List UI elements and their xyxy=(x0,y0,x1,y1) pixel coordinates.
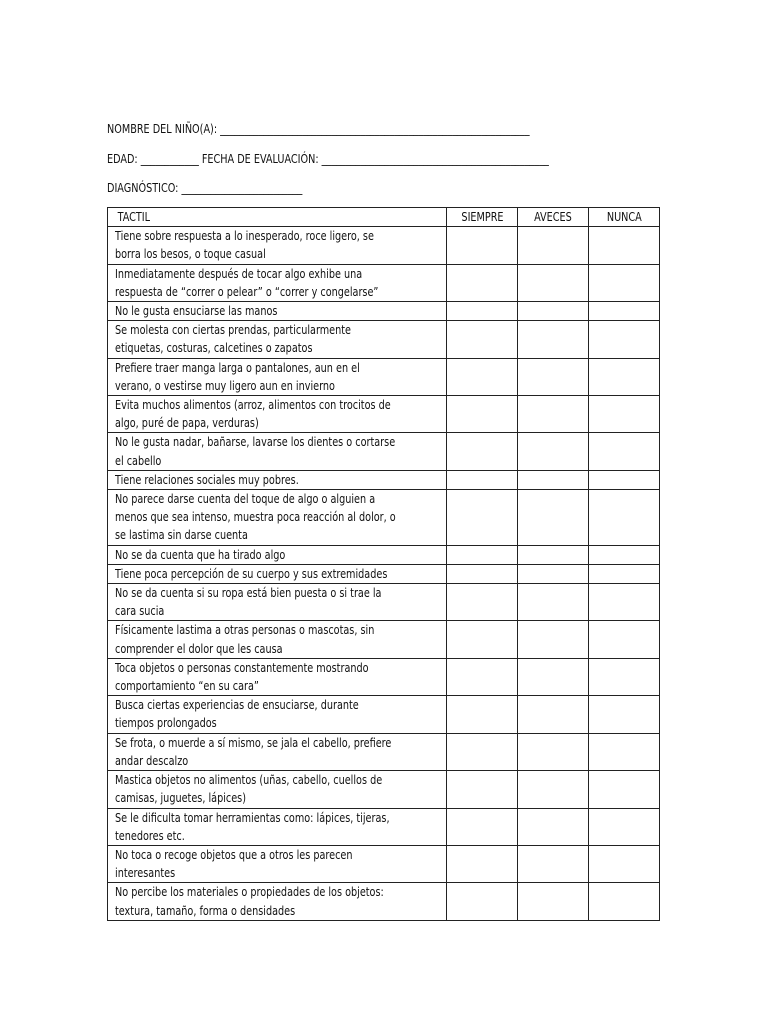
item-text-line: No parece darse cuenta del toque de algo o alguien a xyxy=(115,491,376,507)
tactile-checklist-table xyxy=(107,207,660,921)
item-description xyxy=(108,883,447,920)
item-description xyxy=(108,564,447,583)
check-cell-nunca[interactable] xyxy=(589,358,660,395)
item-text-line: respuesta de “correr o pelear” o “correr y congelarse” xyxy=(115,283,379,299)
check-cell-siempre[interactable] xyxy=(447,584,518,621)
table-row xyxy=(108,358,660,395)
check-cell-nunca[interactable] xyxy=(589,621,660,658)
item-text-line: Mastica objetos no alimentos (uñas, cabello, cuellos de xyxy=(115,772,383,788)
item-text-line: No percibe los materiales o propiedades de los objetos: xyxy=(115,884,384,900)
item-text-line: tiempos prolongados xyxy=(115,715,217,731)
item-description xyxy=(108,227,447,264)
item-text-line: Evita muchos alimentos (arroz, alimentos con trocitos de xyxy=(115,397,391,413)
item-description xyxy=(108,470,447,489)
check-cell-siempre[interactable] xyxy=(447,490,518,546)
item-description xyxy=(108,808,447,845)
item-text-line: No se da cuenta que ha tirado algo xyxy=(115,546,286,562)
item-text-line: interesantes xyxy=(115,865,176,881)
table-row xyxy=(108,808,660,845)
child-name-field: NOMBRE DEL NIÑO(A): ________________________________________________________________ xyxy=(107,121,530,136)
check-cell-nunca[interactable] xyxy=(589,564,660,583)
check-cell-nunca[interactable] xyxy=(589,302,660,321)
item-text-line: borra los besos, o toque casual xyxy=(115,246,266,262)
check-cell-nunca[interactable] xyxy=(589,733,660,770)
check-cell-siempre[interactable] xyxy=(447,771,518,808)
item-text-line: Se le dificulta tomar herramientas como: lápices, tijeras, xyxy=(115,809,390,825)
item-text-line: Se molesta con ciertas prendas, particularmente xyxy=(115,322,351,338)
check-cell-aveces[interactable] xyxy=(518,771,589,808)
table-row xyxy=(108,658,660,695)
check-cell-aveces[interactable] xyxy=(518,808,589,845)
item-text-line: Físicamente lastima a otras personas o mascotas, sin xyxy=(115,622,375,638)
table-row xyxy=(108,433,660,470)
header-tactil: TACTIL xyxy=(108,208,447,227)
check-cell-aveces[interactable] xyxy=(518,883,589,920)
check-cell-aveces[interactable] xyxy=(518,584,589,621)
table-row xyxy=(108,584,660,621)
check-cell-nunca[interactable] xyxy=(589,845,660,882)
check-cell-siempre[interactable] xyxy=(447,564,518,583)
table-row xyxy=(108,733,660,770)
check-cell-aveces[interactable] xyxy=(518,621,589,658)
item-text-line: Busca ciertas experiencias de ensuciarse, durante xyxy=(115,697,359,713)
check-cell-siempre[interactable] xyxy=(447,264,518,301)
item-text-line: verano, o vestirse muy ligero aun en invierno xyxy=(115,377,335,393)
item-text-line: textura, tamaño, forma o densidades xyxy=(115,902,296,918)
item-text-line: Tiene poca percepción de su cuerpo y sus extremidades xyxy=(115,565,388,581)
table-row xyxy=(108,545,660,564)
item-description xyxy=(108,696,447,733)
item-description xyxy=(108,545,447,564)
check-cell-siempre[interactable] xyxy=(447,733,518,770)
item-text-line: No se da cuenta si su ropa está bien puesta o si trae la xyxy=(115,585,382,601)
check-cell-aveces[interactable] xyxy=(518,696,589,733)
check-cell-siempre[interactable] xyxy=(447,845,518,882)
item-description xyxy=(108,490,447,546)
table-row xyxy=(108,696,660,733)
item-text-line: el cabello xyxy=(115,452,162,468)
check-cell-nunca[interactable] xyxy=(589,490,660,546)
check-cell-nunca[interactable] xyxy=(589,396,660,433)
check-cell-siempre[interactable] xyxy=(447,321,518,358)
check-cell-siempre[interactable] xyxy=(447,883,518,920)
table-row xyxy=(108,396,660,433)
table-row xyxy=(108,302,660,321)
item-text-line: Tiene sobre respuesta a lo inesperado, roce ligero, se xyxy=(115,228,374,244)
check-cell-siempre[interactable] xyxy=(447,358,518,395)
check-cell-aveces[interactable] xyxy=(518,564,589,583)
table-row xyxy=(108,264,660,301)
check-cell-nunca[interactable] xyxy=(589,227,660,264)
check-cell-nunca[interactable] xyxy=(589,808,660,845)
check-cell-aveces[interactable] xyxy=(518,321,589,358)
check-cell-aveces[interactable] xyxy=(518,433,589,470)
check-cell-nunca[interactable] xyxy=(589,264,660,301)
check-cell-aveces[interactable] xyxy=(518,227,589,264)
table-header-row xyxy=(108,208,660,227)
item-text-line: se lastima sin darse cuenta xyxy=(115,527,248,543)
header-nunca: NUNCA xyxy=(589,208,660,227)
table-row xyxy=(108,883,660,920)
check-cell-aveces[interactable] xyxy=(518,733,589,770)
table-row xyxy=(108,470,660,489)
table-row xyxy=(108,564,660,583)
item-text-line: cara sucia xyxy=(115,603,165,619)
check-cell-aveces[interactable] xyxy=(518,490,589,546)
check-cell-siempre[interactable] xyxy=(447,396,518,433)
item-text-line: Tiene relaciones sociales muy pobres. xyxy=(115,471,299,487)
table-row xyxy=(108,771,660,808)
item-text-line: Inmediatamente después de tocar algo exhibe una xyxy=(115,265,363,281)
item-description xyxy=(108,433,447,470)
check-cell-nunca[interactable] xyxy=(589,321,660,358)
check-cell-siempre[interactable] xyxy=(447,545,518,564)
check-cell-nunca[interactable] xyxy=(589,470,660,489)
item-description xyxy=(108,845,447,882)
item-text-line: Toca objetos o personas constantemente mostrando xyxy=(115,659,369,675)
item-text-line: No toca o recoge objetos que a otros les parecen xyxy=(115,846,353,862)
item-text-line: Prefiere traer manga larga o pantalones, aun en el xyxy=(115,359,360,375)
check-cell-nunca[interactable] xyxy=(589,658,660,695)
check-cell-aveces[interactable] xyxy=(518,545,589,564)
item-description xyxy=(108,302,447,321)
check-cell-siempre[interactable] xyxy=(447,696,518,733)
age-date-field: EDAD: ____________ FECHA DE EVALUACIÓN: _______________________________________________ xyxy=(107,151,549,166)
table-row xyxy=(108,621,660,658)
check-cell-nunca[interactable] xyxy=(589,696,660,733)
check-cell-aveces[interactable] xyxy=(518,302,589,321)
table-row xyxy=(108,321,660,358)
item-text-line: andar descalzo xyxy=(115,752,189,768)
diagnosis-field: DIAGNÓSTICO: _________________________ xyxy=(107,180,303,195)
item-text-line: camisas, juguetes, lápices) xyxy=(115,790,247,806)
table-row xyxy=(108,490,660,546)
check-cell-siempre[interactable] xyxy=(447,621,518,658)
item-description xyxy=(108,658,447,695)
item-text-line: comprender el dolor que les causa xyxy=(115,640,283,656)
item-description xyxy=(108,584,447,621)
item-description xyxy=(108,358,447,395)
check-cell-siempre[interactable] xyxy=(447,433,518,470)
header-siempre: SIEMPRE xyxy=(447,208,518,227)
item-description xyxy=(108,733,447,770)
check-cell-aveces[interactable] xyxy=(518,658,589,695)
check-cell-siempre[interactable] xyxy=(447,658,518,695)
check-cell-aveces[interactable] xyxy=(518,845,589,882)
item-description xyxy=(108,771,447,808)
table-row xyxy=(108,845,660,882)
check-cell-siempre[interactable] xyxy=(447,808,518,845)
item-description xyxy=(108,321,447,358)
check-cell-nunca[interactable] xyxy=(589,545,660,564)
check-cell-nunca[interactable] xyxy=(589,433,660,470)
check-cell-siempre[interactable] xyxy=(447,227,518,264)
check-cell-aveces[interactable] xyxy=(518,264,589,301)
item-description xyxy=(108,621,447,658)
check-cell-aveces[interactable] xyxy=(518,358,589,395)
check-cell-nunca[interactable] xyxy=(589,883,660,920)
check-cell-siempre[interactable] xyxy=(447,470,518,489)
table-row xyxy=(108,227,660,264)
check-cell-aveces[interactable] xyxy=(518,396,589,433)
item-text-line: Se frota, o muerde a sí mismo, se jala el cabello, prefiere xyxy=(115,734,392,750)
item-text-line: comportamiento “en su cara” xyxy=(115,678,259,694)
item-text-line: etiquetas, costuras, calcetines o zapatos xyxy=(115,340,313,356)
item-description xyxy=(108,264,447,301)
item-text-line: No le gusta nadar, bañarse, lavarse los dientes o cortarse xyxy=(115,434,396,450)
check-cell-nunca[interactable] xyxy=(589,584,660,621)
item-text-line: algo, puré de papa, verduras) xyxy=(115,415,259,431)
item-text-line: menos que sea intenso, muestra poca reacción al dolor, o xyxy=(115,509,396,525)
header-aveces: AVECES xyxy=(518,208,589,227)
item-text-line: tenedores etc. xyxy=(115,827,185,843)
item-text-line: No le gusta ensuciarse las manos xyxy=(115,303,278,319)
check-cell-nunca[interactable] xyxy=(589,771,660,808)
check-cell-siempre[interactable] xyxy=(447,302,518,321)
item-description xyxy=(108,396,447,433)
check-cell-aveces[interactable] xyxy=(518,470,589,489)
